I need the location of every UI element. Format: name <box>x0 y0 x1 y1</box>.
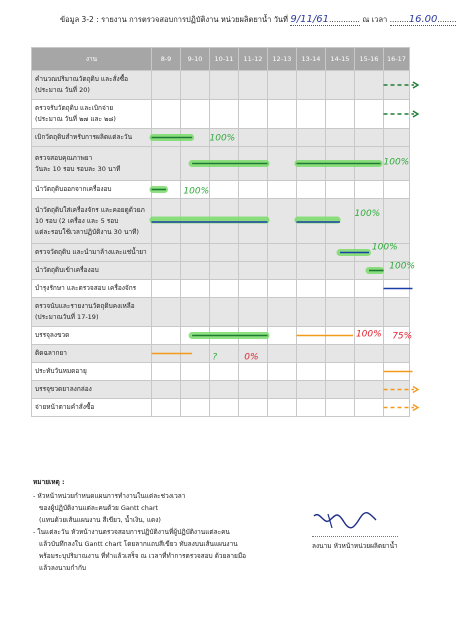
handwritten-note: 100% <box>383 157 410 168</box>
slot-cell <box>152 381 181 399</box>
slot-cell <box>268 129 297 147</box>
slot-cell <box>210 147 239 181</box>
slot-cell <box>210 244 239 262</box>
header-row <box>32 48 410 71</box>
table-row <box>32 345 410 363</box>
slot-cell <box>355 147 384 181</box>
task-header: งาน <box>32 48 152 71</box>
slot-header: 14-15 <box>326 48 355 71</box>
slot-cell <box>268 71 297 100</box>
slot-cell <box>210 262 239 280</box>
table-row <box>32 71 410 100</box>
slot-cell <box>355 363 384 381</box>
slot-cell <box>268 262 297 280</box>
handwritten-note: 100% <box>354 209 381 219</box>
slot-cell <box>210 129 239 147</box>
page-title: ข้อมูล 3-2 : รายงาน การตรวจสอบการปฏิบัติงาน หน่วยผลิตยาน้ำ วันที่ 9/11/61............. ณ เวลา ........16.00........ <box>60 14 456 25</box>
slot-cell <box>297 363 326 381</box>
time-label: ณ เวลา <box>362 15 388 24</box>
slot-cell <box>210 280 239 298</box>
slot-cell <box>181 399 210 417</box>
slot-cell <box>210 100 239 129</box>
slot-cell <box>326 298 355 327</box>
slot-cell <box>384 327 413 345</box>
task-name <box>32 381 152 399</box>
slot-cell <box>326 129 355 147</box>
table-row <box>32 244 410 262</box>
handwritten-note: 75% <box>392 331 413 342</box>
slot-cell <box>210 363 239 381</box>
signature-caption: ลงนาม หัวหน้าหน่วยผลิตยาน้ำ <box>312 536 398 551</box>
table-row <box>32 129 410 147</box>
slot-cell <box>268 327 297 345</box>
slot-cell <box>326 100 355 129</box>
handwritten-note: 100% <box>183 186 210 197</box>
slot-cell <box>268 199 297 244</box>
slot-cell <box>181 327 210 345</box>
slot-cell <box>326 71 355 100</box>
task-name <box>32 262 152 280</box>
task-line: บำรุงรักษา และตรวจสอบ เครื่องจักร <box>35 284 137 292</box>
task-line: ตรวจวัตถุดิบ และนำมาล้างและแช่น้ำยา <box>35 248 147 256</box>
table-row <box>32 262 410 280</box>
task-line: นำวัตถุดิบออกจากเครื่องอบ <box>35 185 112 193</box>
task-line: ติดฉลากยา <box>35 349 67 357</box>
table-row <box>32 100 410 129</box>
gantt-table <box>31 47 413 417</box>
slot-cell <box>384 244 410 262</box>
table-row <box>32 363 410 381</box>
slot-cell <box>355 298 384 327</box>
task-line: ประทับวันหมดอายุ <box>35 367 87 375</box>
slot-cell <box>152 129 181 147</box>
slot-cell <box>239 345 268 363</box>
task-name <box>32 345 152 363</box>
task-name <box>32 280 152 298</box>
note-line: ของผู้ปฏิบัติงานแต่ละคนด้วย Gantt chart <box>39 504 159 512</box>
slot-cell <box>152 363 181 381</box>
slot-cell <box>210 199 239 244</box>
slot-cell <box>384 147 410 181</box>
slot-cell <box>297 345 326 363</box>
slot-header: 15-16 <box>355 48 384 71</box>
slot-cell <box>152 399 181 417</box>
task-line: (ประมาณ วันที่ ๒๗ และ ๒๘) <box>35 115 116 123</box>
task-line: เบิกวัตถุดิบสำหรับการผลิตแต่ละวัน <box>35 133 133 141</box>
task-line: ตรวจนับและรายงานวัตถุดิบคงเหลือ <box>35 302 135 310</box>
signature-image <box>310 508 380 534</box>
slot-cell <box>181 345 210 363</box>
note-line: แล้วลงนามกำกับ <box>39 564 87 572</box>
slot-cell <box>239 147 268 181</box>
table-row <box>32 181 410 199</box>
note-line: (แทนด้วยเส้นแผนงาน สีเขียว, น้ำเงิน, แดง) <box>39 516 161 524</box>
slot-cell <box>326 399 355 417</box>
task-name <box>32 399 152 417</box>
slot-cell <box>326 327 355 345</box>
task-name <box>32 181 152 199</box>
slot-cell <box>239 181 268 199</box>
handwritten-note: 100% <box>355 329 382 340</box>
task-line: (ประมาณวันที่ 17-19) <box>35 313 99 321</box>
table-row <box>32 327 410 345</box>
slot-cell <box>239 327 268 345</box>
slot-header: 13-14 <box>297 48 326 71</box>
slot-cell <box>239 298 268 327</box>
slot-cell <box>355 262 384 280</box>
task-name <box>32 327 152 345</box>
slot-cell <box>152 244 181 262</box>
slot-cell <box>210 71 239 100</box>
plan-arrow <box>413 387 418 393</box>
slot-cell <box>384 298 410 327</box>
slot-cell <box>268 345 297 363</box>
slot-cell <box>181 262 210 280</box>
slot-cell <box>181 381 210 399</box>
slot-cell <box>326 345 355 363</box>
slot-cell <box>152 71 181 100</box>
slot-cell <box>297 262 326 280</box>
slot-cell <box>384 399 410 417</box>
slot-cell <box>384 280 410 298</box>
slot-header: 11-12 <box>239 48 268 71</box>
slot-cell <box>384 181 410 199</box>
slot-cell <box>326 280 355 298</box>
slot-cell <box>355 399 384 417</box>
table-row <box>32 280 410 298</box>
table-row <box>32 199 410 244</box>
slot-cell <box>268 363 297 381</box>
note-line: - ในแต่ละวัน หัวหน้างานตรวจสอบการปฏิบัติงานที่ผู้ปฏิบัติงานแต่ละคน <box>33 528 230 536</box>
slot-cell <box>239 199 268 244</box>
task-line: ตรวจสอบคุณภาพยา <box>35 153 93 162</box>
handwritten-note: 0% <box>244 352 259 363</box>
slot-cell <box>268 399 297 417</box>
slot-cell <box>384 100 410 129</box>
slot-cell <box>268 147 297 181</box>
note-line: - หัวหน้าหน่วยกำหนดแผนการทำงานในแต่ละช่วงเวลา <box>33 492 186 500</box>
slot-cell <box>152 147 181 181</box>
slot-cell <box>268 280 297 298</box>
plan-arrow <box>413 111 418 117</box>
slot-cell <box>384 262 410 280</box>
slot-cell <box>239 100 268 129</box>
slot-cell <box>181 244 210 262</box>
slot-cell <box>355 345 384 363</box>
handwritten-note: 100% <box>389 261 416 272</box>
slot-cell <box>355 129 384 147</box>
task-line: นำวัตถุดิบเข้าเครื่องอบ <box>35 266 99 274</box>
slot-cell <box>297 181 326 199</box>
slot-cell <box>326 199 355 244</box>
slot-cell <box>210 327 239 345</box>
slot-cell <box>239 262 268 280</box>
slot-cell <box>210 345 239 363</box>
slot-cell <box>384 71 410 100</box>
slot-cell <box>355 100 384 129</box>
slot-cell <box>181 100 210 129</box>
slot-cell <box>268 298 297 327</box>
slot-cell <box>239 399 268 417</box>
note-line: พร้อมระบุปริมาณงาน ที่ทำแล้วเสร็จ ณ เวลาที่ทำการตรวจสอบ ด้วยลายมือ <box>39 552 247 560</box>
task-line: คำนวณปริมาณวัตถุดิบ และสั่งซื้อ <box>35 75 129 83</box>
slot-cell <box>152 280 181 298</box>
plan-arrow <box>413 82 418 88</box>
task-name <box>32 199 152 244</box>
slot-cell <box>210 181 239 199</box>
task-line: จ่ายหน้าตามคำสั่งซื้อ <box>35 403 95 411</box>
slot-cell <box>384 129 410 147</box>
slot-cell <box>297 298 326 327</box>
slot-cell <box>268 381 297 399</box>
slot-cell <box>326 262 355 280</box>
notes-heading: หมายเหตุ : <box>33 478 65 486</box>
slot-cell <box>239 280 268 298</box>
task-name <box>32 298 152 327</box>
slot-cell <box>384 363 410 381</box>
slot-cell <box>297 327 326 345</box>
slot-cell <box>152 181 181 199</box>
handwritten-note: 100% <box>371 242 398 253</box>
handwritten-date: 9/11/61 <box>290 14 329 25</box>
task-line: (ประมาณ วันที่ 20) <box>35 86 90 94</box>
slot-cell <box>297 71 326 100</box>
slot-header: 10-11 <box>210 48 239 71</box>
table-row <box>32 381 410 399</box>
slot-header: 8-9 <box>152 48 181 71</box>
title-prefix: ข้อมูล 3-2 : รายงาน การตรวจสอบการปฏิบัติงาน หน่วยผลิตยาน้ำ วันที่ <box>60 15 288 24</box>
slot-cell <box>326 147 355 181</box>
slot-cell <box>326 244 355 262</box>
task-line: บรรจุลงขวด <box>35 331 70 339</box>
note-line: แล้วบันทึกลงใน Gantt chart โดยลากแถบสีเขียว ทับลงบนเส้นแผนงาน <box>39 540 238 548</box>
table-row <box>32 147 410 181</box>
task-line: ตรวจรับวัตถุดิบ และเบิกจ่าย <box>35 104 114 112</box>
notes <box>33 476 246 574</box>
slot-cell <box>181 298 210 327</box>
slot-cell <box>181 129 210 147</box>
slot-cell <box>239 363 268 381</box>
slot-cell <box>297 399 326 417</box>
slot-cell <box>326 363 355 381</box>
slot-cell <box>297 100 326 129</box>
slot-cell <box>355 199 384 244</box>
slot-cell <box>239 71 268 100</box>
slot-cell <box>355 71 384 100</box>
task-name <box>32 100 152 129</box>
slot-cell <box>355 381 384 399</box>
slot-cell <box>239 381 268 399</box>
slot-cell <box>152 262 181 280</box>
handwritten-time: 16.00 <box>408 14 438 25</box>
slot-cell <box>355 280 384 298</box>
slot-cell <box>268 181 297 199</box>
slot-cell <box>152 100 181 129</box>
slot-cell <box>181 363 210 381</box>
slot-cell <box>181 199 210 244</box>
slot-cell <box>297 129 326 147</box>
table-row <box>32 298 410 327</box>
slot-cell <box>210 399 239 417</box>
slot-cell <box>210 298 239 327</box>
slot-cell <box>297 381 326 399</box>
slot-cell <box>355 244 384 262</box>
task-line: แต่ละรอบใช้เวลาปฏิบัติงาน 30 นาที) <box>35 227 139 236</box>
slot-cell <box>239 129 268 147</box>
slot-cell <box>181 147 210 181</box>
slot-cell <box>297 147 326 181</box>
slot-header: 12-13 <box>268 48 297 71</box>
slot-cell <box>355 327 384 345</box>
slot-cell <box>239 244 268 262</box>
task-line: นำวัตถุดิบใส่เครื่องจักร และคอยดูด้วยภ <box>35 205 145 214</box>
task-line: บรรจุขวดยาลงกล่อง <box>35 385 92 393</box>
slot-cell <box>326 381 355 399</box>
slot-cell <box>210 381 239 399</box>
slot-cell <box>384 381 410 399</box>
slot-cell <box>152 298 181 327</box>
slot-header: 16-17 <box>384 48 410 71</box>
task-name <box>32 129 152 147</box>
slot-cell <box>355 181 384 199</box>
slot-cell <box>181 71 210 100</box>
slot-cell <box>297 244 326 262</box>
slot-cell <box>326 181 355 199</box>
plan-arrow <box>413 405 418 411</box>
slot-header: 9-10 <box>181 48 210 71</box>
task-name <box>32 244 152 262</box>
slot-cell <box>152 345 181 363</box>
slot-cell <box>384 199 410 244</box>
task-name <box>32 71 152 100</box>
slot-cell <box>152 199 181 244</box>
slot-cell <box>152 327 181 345</box>
slot-cell <box>384 345 410 363</box>
task-line: 10 รอบ (2 เครื่อง และ 5 รอบ <box>35 216 119 225</box>
handwritten-note: 100% <box>209 133 236 144</box>
slot-cell <box>297 280 326 298</box>
handwritten-note: ? <box>212 352 218 363</box>
task-name <box>32 363 152 381</box>
table-row <box>32 399 410 417</box>
slot-cell <box>297 199 326 244</box>
slot-cell <box>268 244 297 262</box>
task-line: วันละ 10 รอบ รอบละ 30 นาที <box>35 164 121 173</box>
slot-cell <box>268 100 297 129</box>
slot-cell <box>181 181 210 199</box>
slot-cell <box>181 280 210 298</box>
task-name <box>32 147 152 181</box>
